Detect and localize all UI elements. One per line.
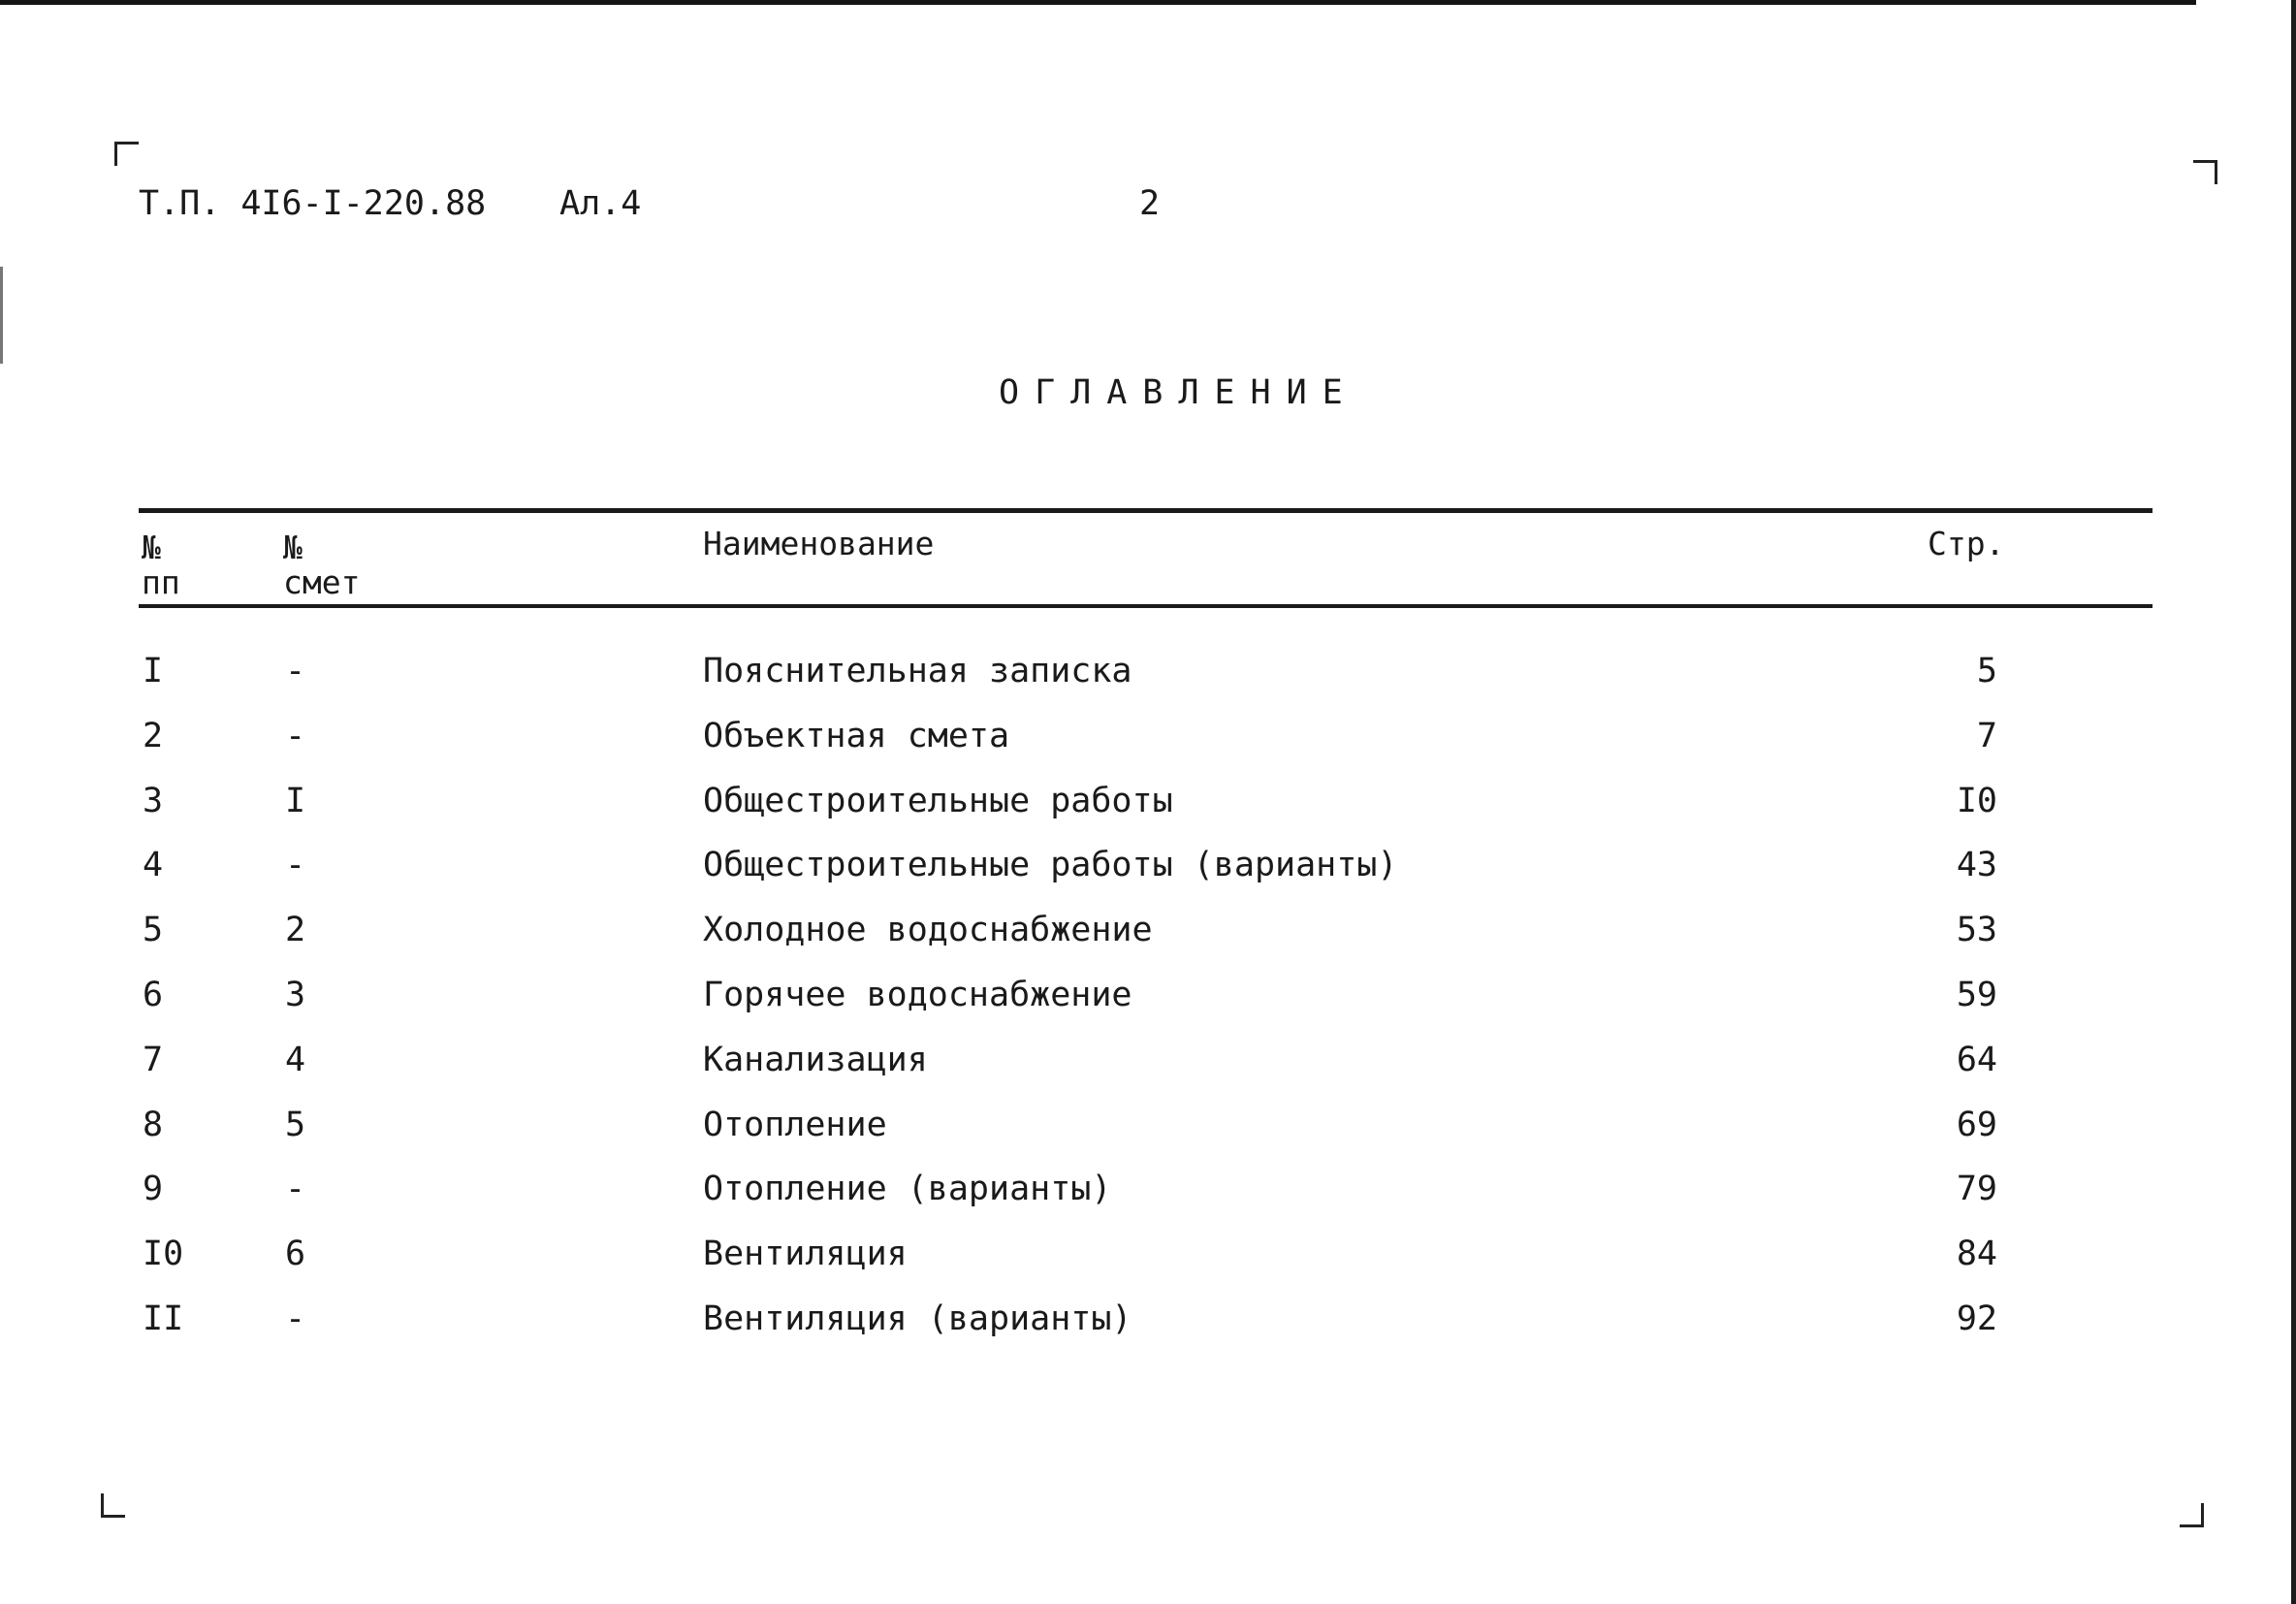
row-estimate-number: 3 [285,976,306,1014]
column-header-estimate [283,530,360,600]
column-header-estimate-symbol: № [283,529,303,566]
row-estimate-number: 4 [285,1041,306,1079]
column-header-page: Стр. [1928,525,2005,562]
row-page-number: 79 [1956,1170,1997,1208]
row-estimate-number: - [285,717,306,755]
row-section-name: Холодное водоснабжение [703,911,1153,949]
row-page-number: 59 [1956,976,1997,1014]
table-row [0,911,2296,969]
row-number: I0 [143,1235,184,1273]
table-row [0,1106,2296,1164]
row-section-name: Горячее водоснабжение [703,976,1132,1014]
scan-edge-left [0,267,3,364]
row-section-name: Канализация [703,1041,928,1079]
scan-edge-top [0,0,2196,5]
table-row [0,1299,2296,1358]
row-page-number: 92 [1956,1299,1997,1338]
row-section-name: Общестроительные работы (варианты) [703,846,1398,884]
column-header-number [142,530,180,600]
table-row [0,717,2296,775]
row-estimate-number: - [285,1299,306,1338]
row-number: II [143,1299,184,1338]
row-number: 8 [143,1106,164,1144]
row-page-number: 53 [1956,911,1997,949]
table-top-rule [139,508,2152,513]
row-section-name: Отопление (варианты) [703,1170,1112,1208]
page-number: 2 [1139,184,1161,223]
row-section-name: Объектная смета [703,717,1010,755]
row-page-number: 69 [1956,1106,1997,1144]
page-title: ОГЛАВЛЕНИЕ [999,373,1358,412]
row-page-number: 7 [1976,717,1997,755]
table-row [0,1235,2296,1293]
corner-mark-bottom-left [101,1493,125,1518]
row-estimate-number: I [285,782,306,820]
table-header-rule [139,604,2152,608]
row-page-number: 43 [1956,846,1997,884]
table-row [0,1170,2296,1228]
table-row [0,782,2296,840]
row-section-name: Пояснительная записка [703,652,1132,690]
row-number: 5 [143,911,164,949]
row-estimate-number: - [285,846,306,884]
row-number: 9 [143,1170,164,1208]
album-number: Ал.4 [559,184,642,223]
document-code: Т.П. 4I6-I-220.88 [139,184,487,223]
column-header-number-text: пп [142,563,180,601]
table-row [0,976,2296,1034]
row-estimate-number: 5 [285,1106,306,1144]
column-header-name: Наименование [703,525,935,562]
row-estimate-number: - [285,652,306,690]
corner-mark-top-left [114,142,139,166]
row-estimate-number: - [285,1170,306,1208]
table-row [0,652,2296,710]
column-header-number-symbol: № [142,529,161,566]
row-number: 4 [143,846,164,884]
row-estimate-number: 6 [285,1235,306,1273]
row-number: 2 [143,717,164,755]
row-section-name: Вентиляция [703,1235,908,1273]
row-page-number: I0 [1956,782,1997,820]
column-header-estimate-text: смет [283,563,361,601]
corner-mark-bottom-right [2180,1503,2204,1527]
row-section-name: Общестроительные работы [703,782,1173,820]
table-row [0,846,2296,904]
row-number: I [143,652,164,690]
row-page-number: 84 [1956,1235,1997,1273]
row-page-number: 5 [1976,652,1997,690]
row-page-number: 64 [1956,1041,1997,1079]
row-section-name: Отопление [703,1106,887,1144]
table-row [0,1041,2296,1099]
row-number: 6 [143,976,164,1014]
row-number: 7 [143,1041,164,1079]
row-section-name: Вентиляция (варианты) [703,1299,1132,1338]
row-number: 3 [143,782,164,820]
row-estimate-number: 2 [285,911,306,949]
corner-mark-top-right [2193,160,2217,184]
